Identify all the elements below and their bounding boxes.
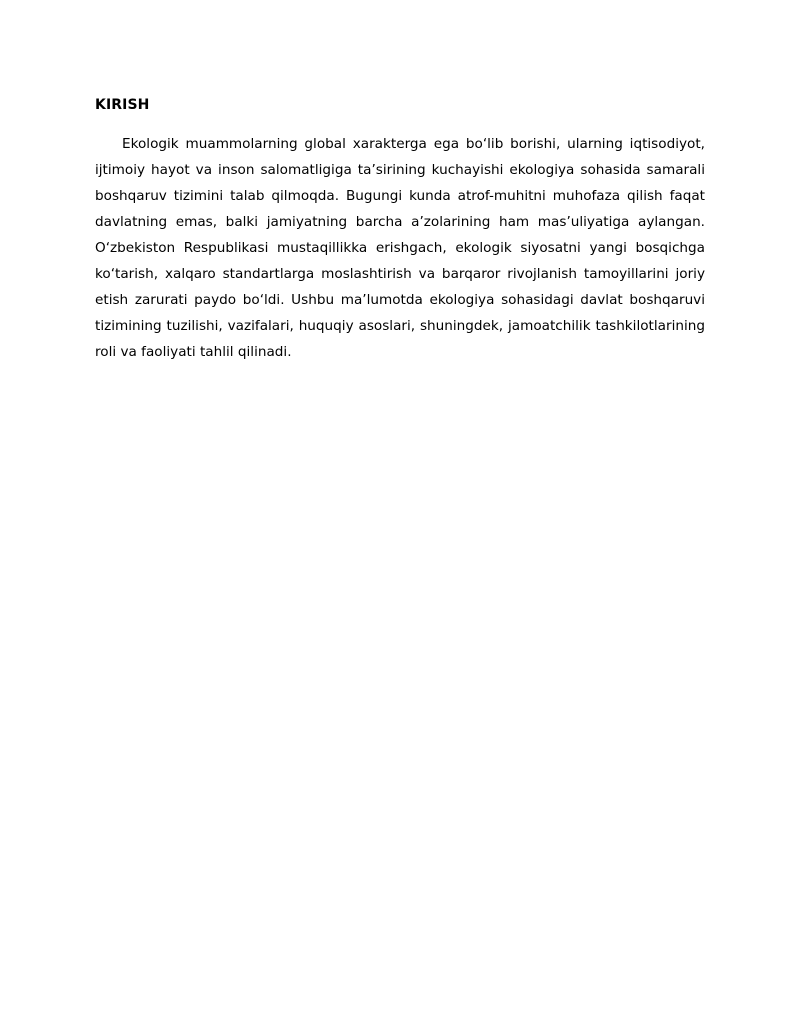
- intro-paragraph: Ekologik muammolarning global xarakterga ega bo‘lib borishi, ularning iqtisodiyot, ijtimoiy hayot va inson salomatligiga ta’sirining kuchayishi ekologiya sohasida samarali boshqaruv tizimini talab qilmoqda. Bugungi kunda atrof-muhitni muhofaza qilish faqat davlatning emas, balki jamiyatning barcha a’zolarining ham mas’uliyatiga aylangan. O‘zbekiston Respublikasi mustaqillikka erishgach, ekologik siyosatni yangi bosqichga ko‘tarish, xalqaro standartlarga moslashtirish va barqaror rivojlanish tamoyillarini joriy etish zarurati paydo bo‘ldi. Ushbu ma’lumotda ekologiya sohasidagi davlat boshqaruvi tizimining tuzilishi, vazifalari, huquqiy asoslari, shuningdek, jamoatchilik tashkilotlarining roli va faoliyati tahlil qilinadi.: [95, 136, 705, 360]
- section-heading: KIRISH: [95, 97, 150, 113]
